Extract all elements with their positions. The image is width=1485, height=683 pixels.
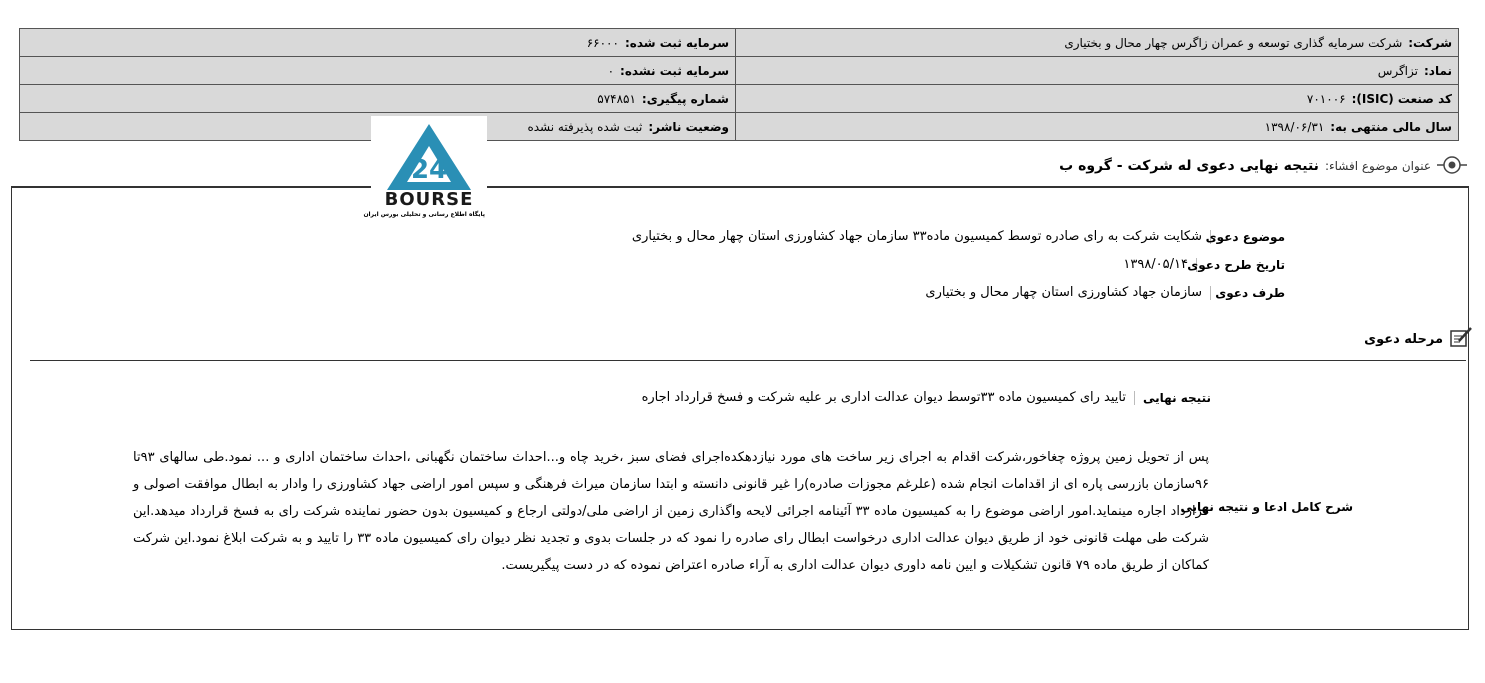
info-row xyxy=(20,113,1459,141)
fiscal-year-label: سال مالی منتهی به: xyxy=(1330,119,1452,134)
symbol-value: تزاگرس xyxy=(1377,63,1418,78)
company-info-table xyxy=(19,28,1459,141)
lawsuit-stage-heading xyxy=(1364,326,1473,352)
lawsuit-party-value: سازمان جهاد کشاورزی استان چهار محال و بختیاری xyxy=(925,285,1202,300)
company-label: شرکت: xyxy=(1408,35,1452,50)
final-result-label: نتیجه نهایی xyxy=(1134,391,1211,405)
info-row xyxy=(20,29,1459,57)
bourse-logo-subtitle: پایگاه اطلاع رسانی و تحلیلی بورس ایران xyxy=(363,211,485,218)
info-row xyxy=(20,85,1459,113)
fiscal-year-cell xyxy=(736,113,1459,141)
fiscal-year-value: ۱۳۹۸/۰۶/۳۱ xyxy=(1264,119,1325,134)
full-description-value: پس از تحویل زمین پروژه چغاخور،شرکت اقدام به اجرای زیر ساخت های مورد نیازدهکده‌اجرای فضای سبز ،خرید چاه و...احداث ساختمان نگهبانی ،احداث ساختمان اداری و ... نمود.طی سالهای ۹۳تا ۹۶سازمان بازرسی پاره ای از اقدامات انجام شده (علرغم مجوزات صادره)را غیر قانونی دانسته و ابتدا سازمان میراث فرهنگی و سپس امور اراضی جهاد کشاورزی را وادار به ابطال موافقت اصولی و قرارداد اجاره مینماید.امور اراضی موضوع را به کمیسیون ماده ۳۳ آئینامه اجرائی لایحه واگذاری زمین از اراضی ملی/دولتی ارجاع و کمیسیون بدون حضور نماینده شرکت رای به فسخ قرارداد میدهد.این شرکت طی مهلت قانونی خود از طریق دیوان عدالت اداری درخواست ابطال رای صادره را نمود که در جلسات بدوی و تجدید نظر دیوان رای کمیسیون ماده ۳۳ را تایید و به شرکت ابلاغ نمود.این شرکت کماکان از طریق ماده ۷۹ قانون تشکیلات و ایین نامه داوری دیوان عدالت اداری به آراء صادره اعتراض نموده که در دست پیگیریست. xyxy=(133,450,1209,573)
final-result-row xyxy=(642,390,1211,405)
bourse-logo-mark xyxy=(371,116,487,194)
lawsuit-date-label: تاریخ طرح دعوی xyxy=(1187,257,1285,272)
lawsuit-date-row xyxy=(1123,257,1285,272)
final-result-value: تایید رای کمیسیون ماده ۳۳توسط دیوان عدالت اداری بر علیه شرکت و فسخ قرارداد اجاره xyxy=(641,390,1126,405)
disclosure-subject xyxy=(1059,153,1467,179)
bourse-logo xyxy=(363,116,487,226)
lawsuit-topic-row xyxy=(632,229,1285,244)
info-row xyxy=(20,57,1459,85)
publisher-status-label: وضعیت ناشر: xyxy=(648,119,729,134)
company-cell xyxy=(736,29,1459,57)
isic-label: کد صنعت (ISIC): xyxy=(1351,91,1452,106)
bourse-logo-word: BOURSE xyxy=(384,189,474,210)
isic-value: ۷۰۱۰۰۶ xyxy=(1306,91,1346,106)
disclosure-subject-label: عنوان موضوع افشاء: xyxy=(1324,159,1431,173)
symbol-cell xyxy=(736,57,1459,85)
lawsuit-party-row xyxy=(925,285,1285,300)
tracking-value: ۵۷۴۸۵۱ xyxy=(597,91,636,106)
section-divider xyxy=(30,360,1466,361)
publisher-status-value: ثبت شده پذیرفته نشده xyxy=(527,119,643,134)
full-description-label: شرح کامل ادعا و نتیجه نهایی xyxy=(1180,500,1353,514)
svg-text:2: 2 xyxy=(411,155,430,185)
registered-capital-label: سرمایه ثبت شده: xyxy=(624,35,729,50)
lawsuit-stage-label: مرحله دعوی xyxy=(1364,331,1443,347)
unregistered-capital-cell xyxy=(20,57,736,85)
company-value: شرکت سرمایه گذاری توسعه و عمران زاگرس چهار محال و بختیاری xyxy=(1064,35,1403,50)
tracking-label: شماره پیگیری: xyxy=(641,91,729,106)
symbol-label: نماد: xyxy=(1423,63,1452,78)
disclosure-subject-value: نتیجه نهایی دعوی له شرکت - گروه ب xyxy=(1059,158,1319,174)
lawsuit-topic-label: موضوع دعوی xyxy=(1205,229,1285,244)
unregistered-capital-label: سرمایه ثبت نشده: xyxy=(620,63,729,78)
target-icon xyxy=(1437,154,1467,179)
lawsuit-date-value: ۱۳۹۸/۰۵/۱۴ xyxy=(1123,257,1188,272)
unregistered-capital-value: ۰ xyxy=(607,63,615,78)
svg-text:4: 4 xyxy=(429,155,448,185)
edit-note-icon xyxy=(1449,326,1473,352)
isic-cell xyxy=(736,85,1459,113)
tracking-cell xyxy=(20,85,736,113)
registered-capital-value: ۶۶۰۰۰ xyxy=(586,35,619,50)
lawsuit-party-label: طرف دعوی xyxy=(1210,286,1285,300)
registered-capital-cell xyxy=(20,29,736,57)
lawsuit-topic-value: شکایت شرکت به رای صادره توسط کمیسیون ماده۳۳ سازمان جهاد کشاورزی استان چهار محال و بختیاری xyxy=(631,229,1202,244)
